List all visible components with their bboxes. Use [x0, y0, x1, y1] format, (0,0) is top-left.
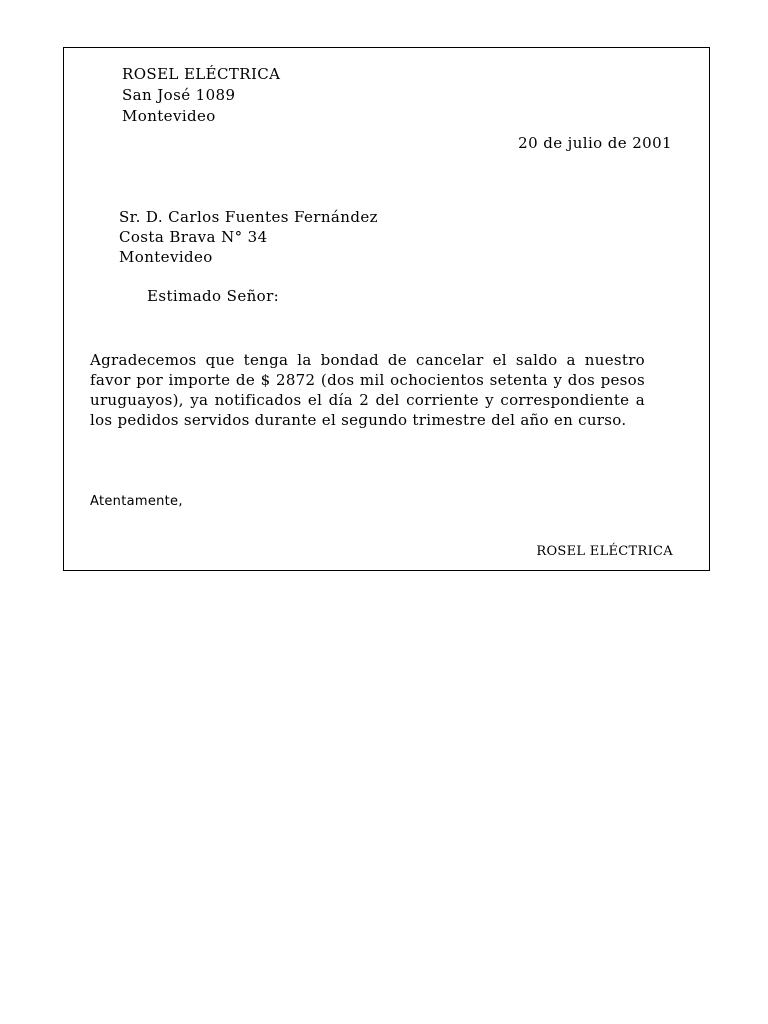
recipient-block: [119, 207, 378, 267]
letter-frame: [63, 47, 710, 571]
sender-block: [122, 64, 280, 127]
sender-city: Montevideo: [122, 107, 216, 125]
letter-date: 20 de julio de 2001: [518, 134, 672, 152]
recipient-address: Costa Brava N° 34: [119, 228, 268, 246]
signature: ROSEL ELÉCTRICA: [536, 544, 673, 559]
letter-body: Agradecemos que tenga la bondad de cancelar el saldo a nuestro favor por importe de $ 2872 (dos mil ochocientos setenta y dos pesos uruguayos), ya notificados el día 2 del corriente y correspondiente a los pedidos servidos durante el segundo trimestre del año en curso.: [90, 351, 645, 429]
salutation: Estimado Señor:: [147, 287, 280, 305]
recipient-name: Sr. D. Carlos Fuentes Fernández: [119, 208, 378, 226]
recipient-city: Montevideo: [119, 248, 213, 266]
sender-address: San José 1089: [122, 86, 236, 104]
sender-company: ROSEL ELÉCTRICA: [122, 65, 281, 83]
closing: Atentamente,: [90, 494, 183, 509]
